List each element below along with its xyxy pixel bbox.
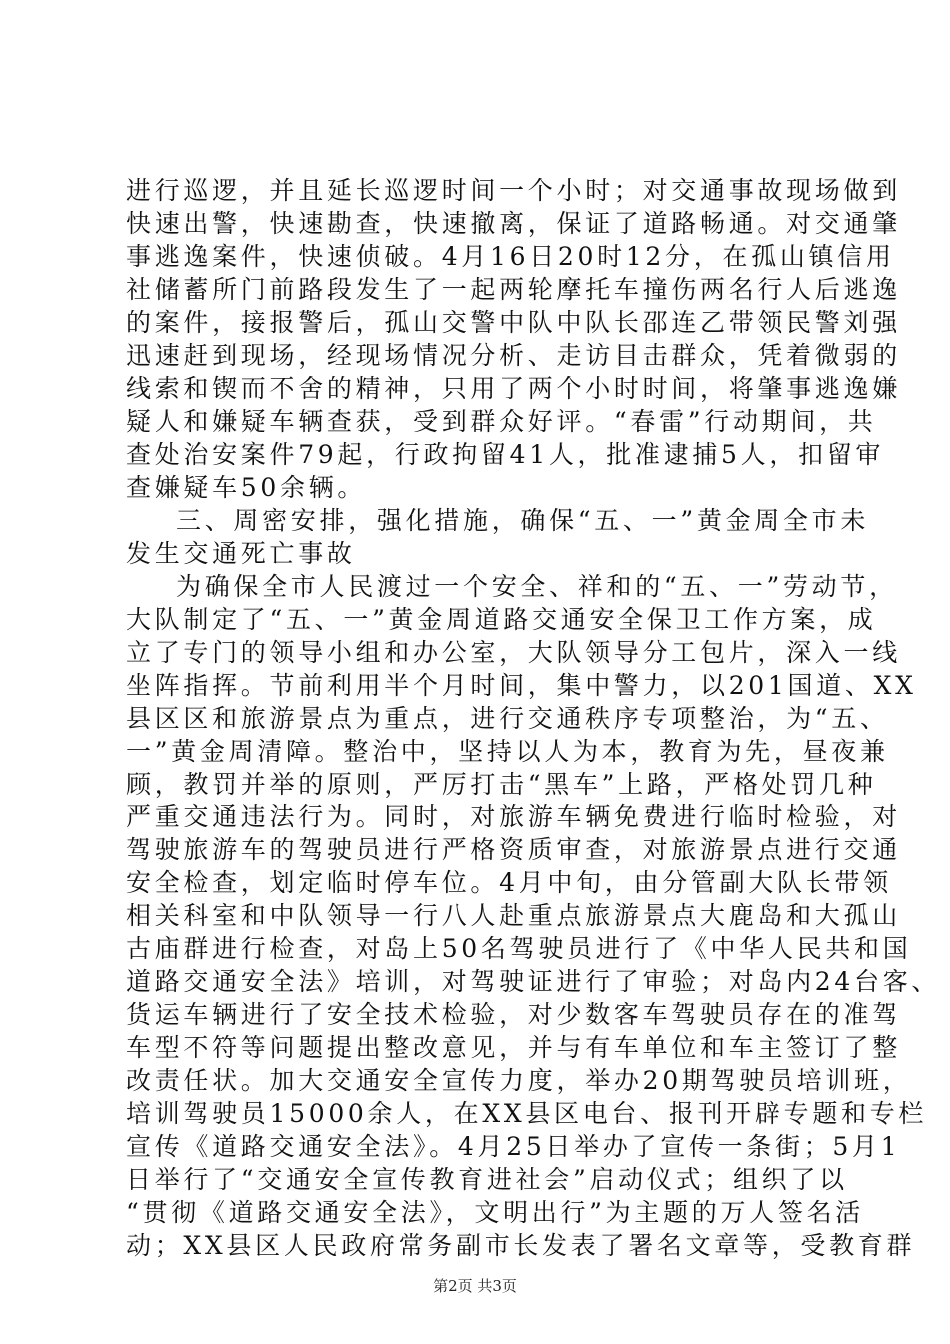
text-line-22: 安全检查，划定临时停车位。4月中旬，由分管副大队长带领 [126, 868, 892, 898]
text-line-19: 顾，教罚并举的原则，严厉打击“黑车”上路，严格处罚几种 [126, 769, 877, 799]
text-line-1: 进行巡逻，并且延长巡逻时间一个小时；对交通事故现场做到 [126, 176, 901, 205]
text-line-25: 道路交通安全法》培训，对驾驶证进行了审验；对岛内24台客、 [126, 967, 941, 997]
text-line-31: 日举行了“交通安全宣传教育进社会”启动仪式；组织了以 [126, 1165, 848, 1195]
text-line-23: 相关科室和中队领导一行八人赴重点旅游景点大鹿岛和大孤山 [126, 901, 901, 931]
text-line-8: 疑人和嫌疑车辆查获，受到群众好评。“春雷”行动期间，共 [126, 406, 877, 436]
text-line-2: 快速出警，快速勘查，快速撤离，保证了道路畅通。对交通肇 [126, 209, 901, 238]
text-line-5: 的案件，接报警后，孤山交警中队中队长邵连乙带领民警刘强 [126, 307, 901, 337]
page-number-footer: 第2页 共3页 [433, 1277, 517, 1295]
text-line-13: 为确保全市人民渡过一个安全、祥和的“五、一”劳动节， [176, 571, 898, 601]
section-heading-line-2: 发生交通死亡事故 [126, 538, 356, 568]
text-line-4: 社储蓄所门前路段发生了一起两轮摩托车撞伤两名行人后逃逸 [126, 274, 901, 304]
text-line-9: 查处治安案件79起，行政拘留41人，批准逮捕5人，扣留审 [126, 439, 885, 469]
text-line-20: 严重交通违法行为。同时，对旅游车辆免费进行临时检验，对 [126, 802, 901, 832]
text-line-29: 培训驾驶员15000余人，在XX县区电台、报刊开辟专题和专栏 [126, 1099, 928, 1129]
text-line-18: 一”黄金周清障。整治中，坚持以人为本，教育为先，昼夜兼 [126, 736, 889, 766]
text-line-15: 立了专门的领导小组和办公室，大队领导分工包片，深入一线 [126, 637, 901, 667]
text-line-10: 查嫌疑车50余辆。 [126, 472, 367, 502]
text-line-17: 县区区和旅游景点为重点，进行交通秩序专项整治，为“五、 [126, 703, 889, 733]
text-line-21: 驾驶旅游车的驾驶员进行严格资质审查，对旅游景点进行交通 [126, 835, 901, 865]
text-line-6: 迅速赶到现场，经现场情况分析、走访目击群众，凭着微弱的 [126, 340, 901, 370]
text-line-3: 事逃逸案件，快速侦破。4月16日20时12分，在孤山镇信用 [126, 241, 895, 271]
text-line-28: 改责任状。加大交通安全宣传力度，举办20期驾驶员培训班， [126, 1066, 912, 1096]
text-line-33: 动；XX县区人民政府常务副市长发表了署名文章等，受教育群 [126, 1231, 916, 1260]
text-line-30: 宣传《道路交通安全法》。4月25日举办了宣传一条街；5月1 [126, 1132, 901, 1162]
text-line-14: 大队制定了“五、一”黄金周道路交通安全保卫工作方案，成 [126, 604, 877, 634]
text-line-26: 货运车辆进行了安全技术检验，对少数客车驾驶员存在的准驾 [126, 1000, 901, 1030]
text-line-27: 车型不符等问题提出整改意见，并与有车单位和车主签订了整 [126, 1033, 901, 1063]
text-line-7: 线索和锲而不舍的精神，只用了两个小时时间，将肇事逃逸嫌 [126, 373, 901, 403]
text-line-32: “贯彻《道路交通安全法》，文明出行”为主题的万人签名活 [126, 1198, 864, 1228]
text-line-24: 古庙群进行检查，对岛上50名驾驶员进行了《中华人民共和国 [126, 934, 912, 964]
text-line-16: 坐阵指挥。节前利用半个月时间，集中警力，以201国道、XX [126, 670, 917, 700]
section-heading-line-1: 三、周密安排，强化措施，确保“五、一”黄金周全市未 [176, 505, 870, 535]
